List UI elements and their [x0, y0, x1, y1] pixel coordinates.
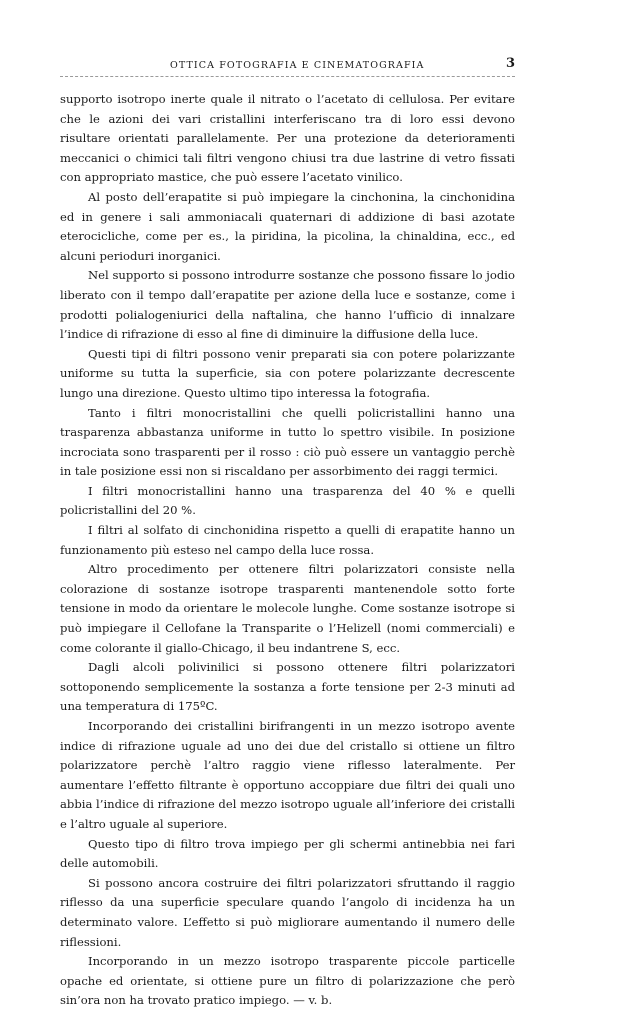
paragraph: I filtri al solfato di cinchonidina rispetto a quelli di erapatite hanno un funzionamento più esteso nel campo della luce rossa. [60, 523, 515, 557]
header-rule [60, 76, 515, 77]
paragraph: Dagli alcoli polivinilici si possono ottenere filtri polarizzatori sottoponendo semplicemente la sostanza a forte tensione per 2-3 minuti ad una temperatura di 175ºC. [60, 660, 515, 714]
paragraph: Incorporando in un mezzo isotropo trasparente piccole particelle opache ed orientate, si ottiene pure un filtro di polarizzazione che però sin’ora non ha trovato pratico impiego. — v. b. [60, 954, 515, 1008]
paragraph: Altro procedimento per ottenere filtri polarizzatori consiste nella colorazione di sostanze isotrope trasparenti mantenendole sotto forte tensione in modo da orientare le molecole lunghe. Come sostanze isotrope si può impiegare il Cellofane la Transparite o l’Helizell (nomi commerciali) e come colorante il giallo-Chicago, il beu indantrene S, ecc. [60, 562, 515, 655]
running-title: OTTICA FOTOGRAFIA E CINEMATOGRAFIA [170, 60, 425, 71]
paragraph: Tanto i filtri monocristallini che quelli policristallini hanno una trasparenza abbastanza uniforme in tutto lo spettro visibile. In posizione incrociata sono trasparenti per il rosso : ciò può essere un vantaggio perchè in tale posizione essi non si riscaldano per assorbimento dei raggi termici. [60, 405, 515, 479]
paragraph: supporto isotropo inerte quale il nitrato o l’acetato di cellulosa. Per evitare che le azioni dei vari cristallini interferiscano tra di loro essi devono risultare orientati parallelamente. Per una protezione da deterioramenti meccanici o chimici tali filtri vengono chiusi tra due lastrine di vetro fissati con appropriato mastice, che può essere l’acetato vinilico. [60, 92, 515, 185]
paragraph: Nel supporto si possono introdurre sostanze che possono fissare lo jodio liberato con il tempo dall’erapatite per azione della luce e sostanze, come i prodotti polialogeniurici della naftalina, che hanno l’ufficio di innalzare l’indice di rifrazione di esso al fine di diminuire la diffusione della luce. [60, 268, 515, 342]
paragraph: Si possono ancora costruire dei filtri polarizzatori sfruttando il raggio riflesso da una superficie speculare quando l’angolo di incidenza ha un determinato valore. L’effetto si può migliorare aumentando il numero delle riflessioni. [60, 875, 515, 949]
page-header [60, 56, 515, 78]
paragraph: Incorporando dei cristallini birifrangenti in un mezzo isotropo avente indice di rifrazione uguale ad uno dei due del cristallo si ottiene un filtro polarizzatore perchè l’altro raggio viene riflesso lateralmente. Per aumentare l’effetto filtrante è opportuno accoppiare due filtri dei quali uno abbia l’indice di rifrazione del mezzo isotropo uguale all’inferiore dei cristalli e l’altro uguale al superiore. [60, 719, 515, 831]
paragraph: Questi tipi di filtri possono venir preparati sia con potere polarizzante uniforme su tutta la superficie, sia con potere polarizzante decrescente lungo una direzione. Questo ultimo tipo interessa la fotografia. [60, 346, 515, 400]
paragraph: I filtri monocristallini hanno una trasparenza del 40 % e quelli policristallini del 20 %. [60, 483, 515, 518]
paragraph: Al posto dell’erapatite si può impiegare la cinchonina, la cinchonidina ed in genere i sali ammoniacali quaternari di addizione di basi azotate eterocicliche, come per es., la piridina, la picolina, la chinaldina, ecc., ed alcuni perioduri inorganici. [60, 189, 515, 263]
page-number: 3 [505, 56, 515, 71]
paragraph: Questo tipo di filtro trova impiego per gli schermi antinebbia nei fari delle automobili. [60, 836, 515, 871]
article-body [60, 90, 515, 1011]
